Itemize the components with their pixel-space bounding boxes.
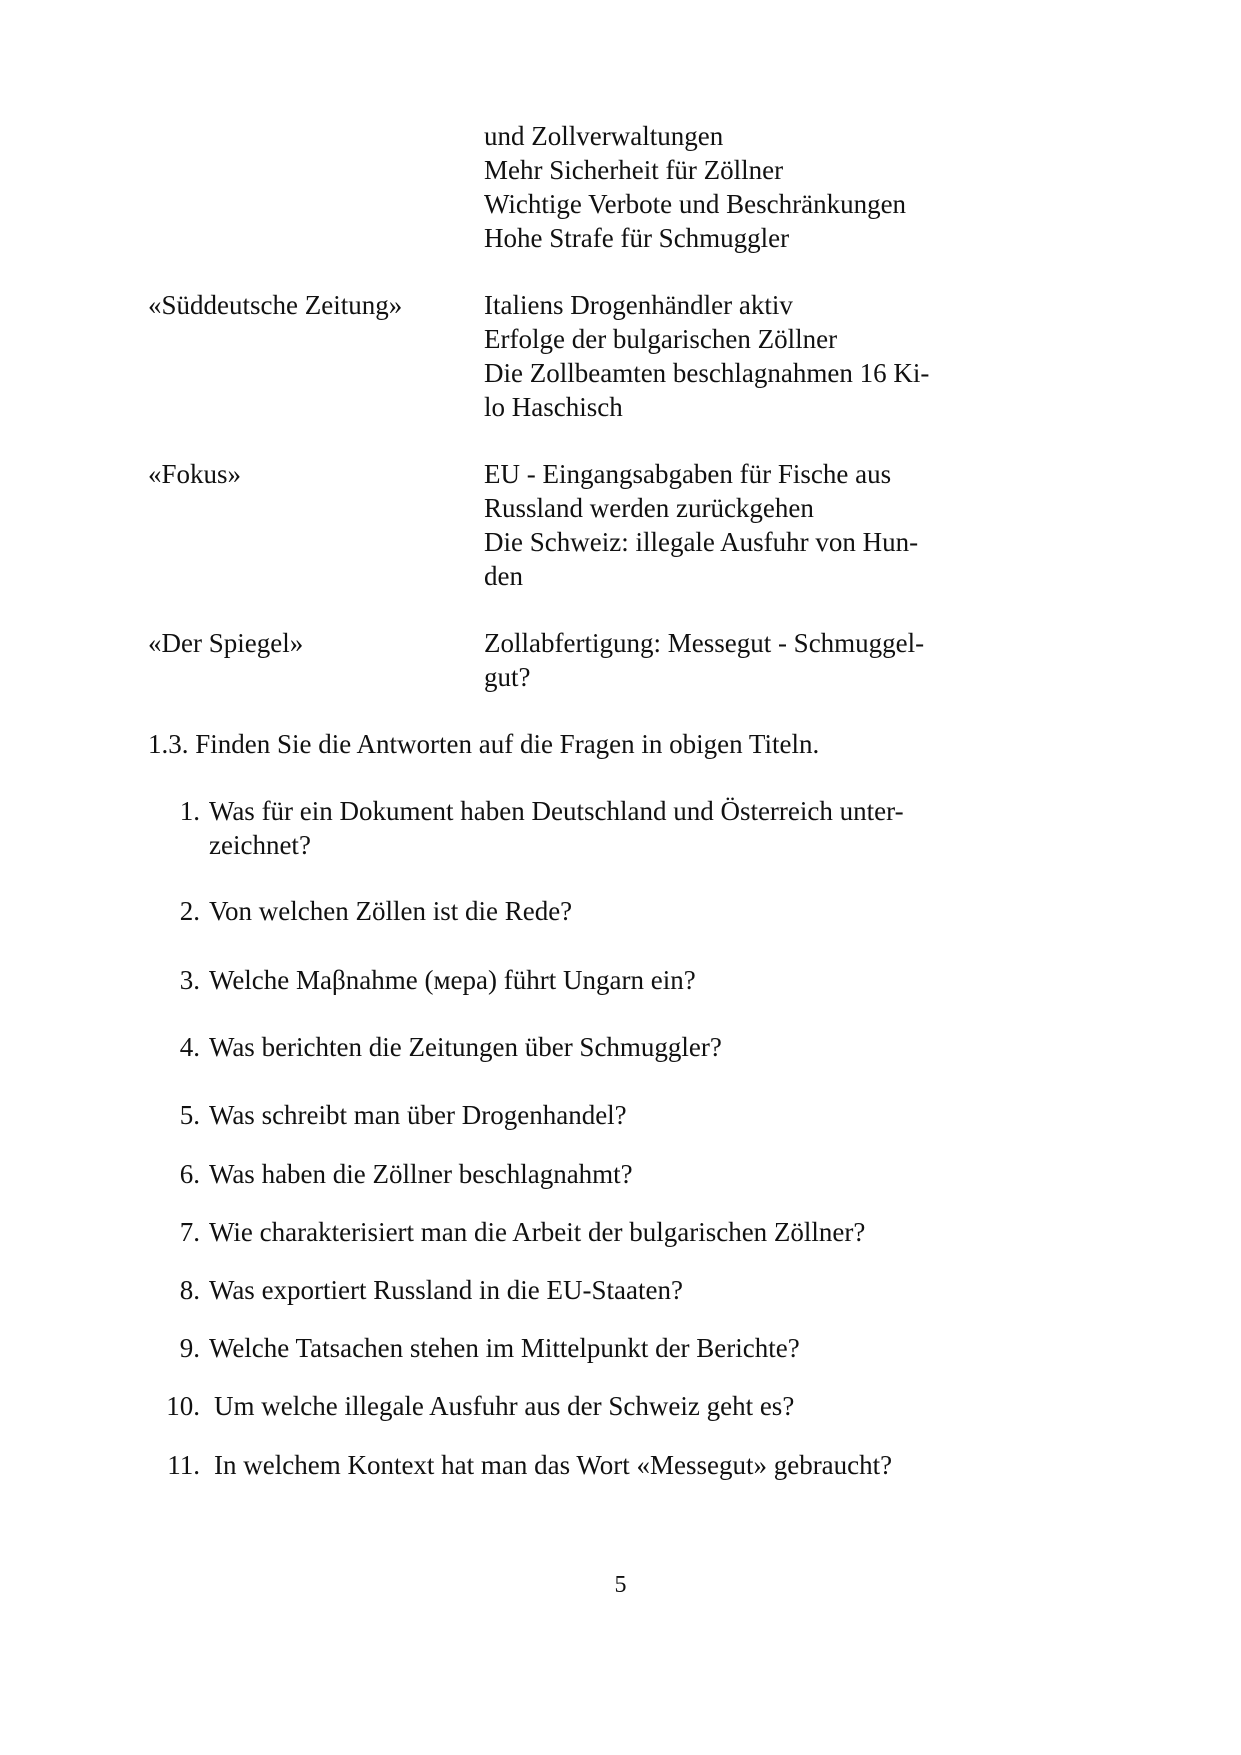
question-number: 7. <box>179 1217 200 1247</box>
newspaper-name-spiegel: «Der Spiegel» <box>148 628 304 658</box>
headline-line: Italiens Drogenhändler aktiv <box>484 290 793 320</box>
question-text: Um welche illegale Ausfuhr aus der Schweiz geht es? <box>214 1391 795 1421</box>
question-text: Wie charakterisiert man die Arbeit der bulgarischen Zöllner? <box>209 1217 866 1247</box>
question-text: Was haben die Zöllner beschlagnahmt? <box>209 1159 633 1189</box>
question-number: 4. <box>179 1032 200 1062</box>
question-number: 5. <box>179 1100 200 1130</box>
question-text: Was berichten die Zeitungen über Schmuggler? <box>209 1032 722 1062</box>
question-text: Von welchen Zöllen ist die Rede? <box>209 896 573 926</box>
top-line-3: Wichtige Verbote und Beschränkungen <box>484 189 907 219</box>
question-text: Was schreibt man über Drogenhandel? <box>209 1100 627 1130</box>
headline-line: Die Schweiz: illegale Ausfuhr von Hun- <box>484 527 919 557</box>
headline-line: lo Haschisch <box>484 392 623 422</box>
headline-line: Russland werden zurückgehen <box>484 493 814 523</box>
question-text: zeichnet? <box>209 830 311 860</box>
question-number: 2. <box>179 896 200 926</box>
top-line-2: Mehr Sicherheit für Zöllner <box>484 155 784 185</box>
headline-line: EU - Eingangsabgaben für Fische aus <box>484 459 892 489</box>
question-number: 6. <box>179 1159 200 1189</box>
question-text: Welche Tatsachen stehen im Mittelpunkt der Berichte? <box>209 1333 800 1363</box>
headline-line: Erfolge der bulgarischen Zöllner <box>484 324 838 354</box>
question-number: 10. <box>166 1391 200 1421</box>
headline-line: Die Zollbeamten beschlagnahmen 16 Ki- <box>484 358 930 388</box>
question-number: 11. <box>167 1450 200 1480</box>
question-number: 3. <box>179 965 200 995</box>
question-text: Was für ein Dokument haben Deutschland und Österreich unter- <box>209 796 904 826</box>
newspaper-name-fokus: «Fokus» <box>148 459 242 489</box>
top-line-1: und Zollverwaltungen <box>484 121 724 151</box>
question-text: Welche Maβnahme (мера) führt Ungarn ein? <box>209 965 696 995</box>
question-number: 1. <box>179 796 200 826</box>
headline-line: den <box>484 561 523 591</box>
headline-line: gut? <box>484 662 531 692</box>
page-number: 5 <box>614 1572 627 1598</box>
exercise-heading: 1.3. Finden Sie die Antworten auf die Fragen in obigen Titeln. <box>148 729 820 759</box>
top-line-4: Hohe Strafe für Schmuggler <box>484 223 790 253</box>
newspaper-name-sueddeutsche: «Süddeutsche Zeitung» <box>148 290 403 320</box>
question-number: 8. <box>179 1275 200 1305</box>
question-number: 9. <box>179 1333 200 1363</box>
question-text: In welchem Kontext hat man das Wort «Messegut» gebraucht? <box>214 1450 893 1480</box>
headline-line: Zollabfertigung: Messegut - Schmuggel- <box>484 628 925 658</box>
question-text: Was exportiert Russland in die EU-Staaten? <box>209 1275 683 1305</box>
